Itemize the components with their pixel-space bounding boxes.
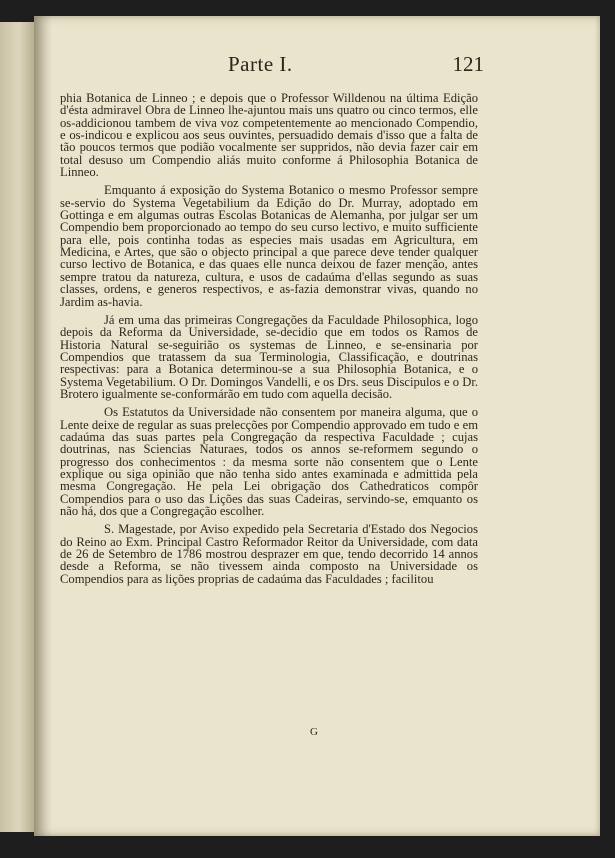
paragraph-5: S. Magestade, por Aviso expedido pela Secretaria d'Estado dos Negocios do Reino ao Exm. Principal Castro Reformador Reitor da Universidade, com data de 26 de Setembro de 1786 mostrou desprazer em que, tendo decorrido 14 annos desde a Reforma, se não tivessem ainda composto na Universidade os Compendios para as lições proprias de cadaúma das Faculdades ; facilitou <box>60 522 478 586</box>
page-header <box>50 52 484 82</box>
page-number: 121 <box>452 52 484 76</box>
body-text <box>60 92 478 591</box>
paragraph-1: phia Botanica de Linneo ; e depois que o Professor Willdenou na última Edição d'ésta admiravel Obra de Linneo lhe-ajuntou mais uns quatro ou cinco termos, elle os-addicionou tambem de viva voz competentemente ao mencionado Compendio, e os-indicou e explicou aos seus ouvintes, persuadido demais d'isso que a falta de tão poucos termos que podião vocalmente ser suppridos, não devia fazer cair em total desuso um Compendio aliás muito conforme á Philosophia Botanica de Linneo. <box>60 91 478 180</box>
signature-mark: G <box>310 726 318 738</box>
paragraph-2: Emquanto á exposição do Systema Botanico o mesmo Professor sempre se-servio do Systema Vegetabilium da Edição do Dr. Murray, adoptado em Gottinga e em algumas outras Escolas Botanicas de Alemanha, por julgar ser um Compendio bem proporcionado ao tempo do seu curso lectivo, e muito sufficiente para elle, pois continha todas as especies mais usadas em Agricultura, em Medicina, e Artes, que são o objecto principal a que parece deve tender qualquer curso lectivo de Botanica, e das quaes elle nunca deixou de fazer menção, antes sempre tratou da natureza, cultura, e usos de cadaúma d'ellas segundo as suas classes, ordens, e generos respectivos, e as-fazia demonstrar vivas, quando no Jardim as-havia. <box>60 183 478 309</box>
paragraph-3: Já em uma das primeiras Congregações da Faculdade Philosophica, logo depois da Reforma da Universidade, se-decidio que em todos os Ramos de Historia Natural se-seguirião os systemas de Linneo, e se-ensinaria por Compendios que tratassem da sua Terminologia, Classificação, e doutrinas respectivas: para a Botanica determinou-se a sua Philosophia Botanica, e o Systema Vegetabilium. O Dr. Domingos Vandelli, e os Drs. seus Discipulos e o Dr. Brotero igualmente se-conformárão em tudo com aquella decisão. <box>60 312 478 401</box>
paragraph-4: Os Estatutos da Universidade não consentem por maneira alguma, que o Lente deixe de regular as suas prelecções por Compendio approvado em tudo e em cadaúma das suas partes pela Congregação da respectiva Faculdade ; cujas doutrinas, nas Sciencias Naturaes, todos os annos se-reformem segundo o progresso dos conhecimentos : da mesma sorte não consentem que o Lente explique ou siga opinião que não tenha sido antes examinada e admittida pela mesma Congregação. He pela Lei obrigação dos Cathedraticos compôr Compendios para o uso das Lições das suas Cadeiras, servindo-se, emquanto os não há, dos que a Congregação escolher. <box>60 405 478 518</box>
running-head: Parte I. <box>228 52 293 76</box>
facing-page-edge <box>0 22 35 832</box>
